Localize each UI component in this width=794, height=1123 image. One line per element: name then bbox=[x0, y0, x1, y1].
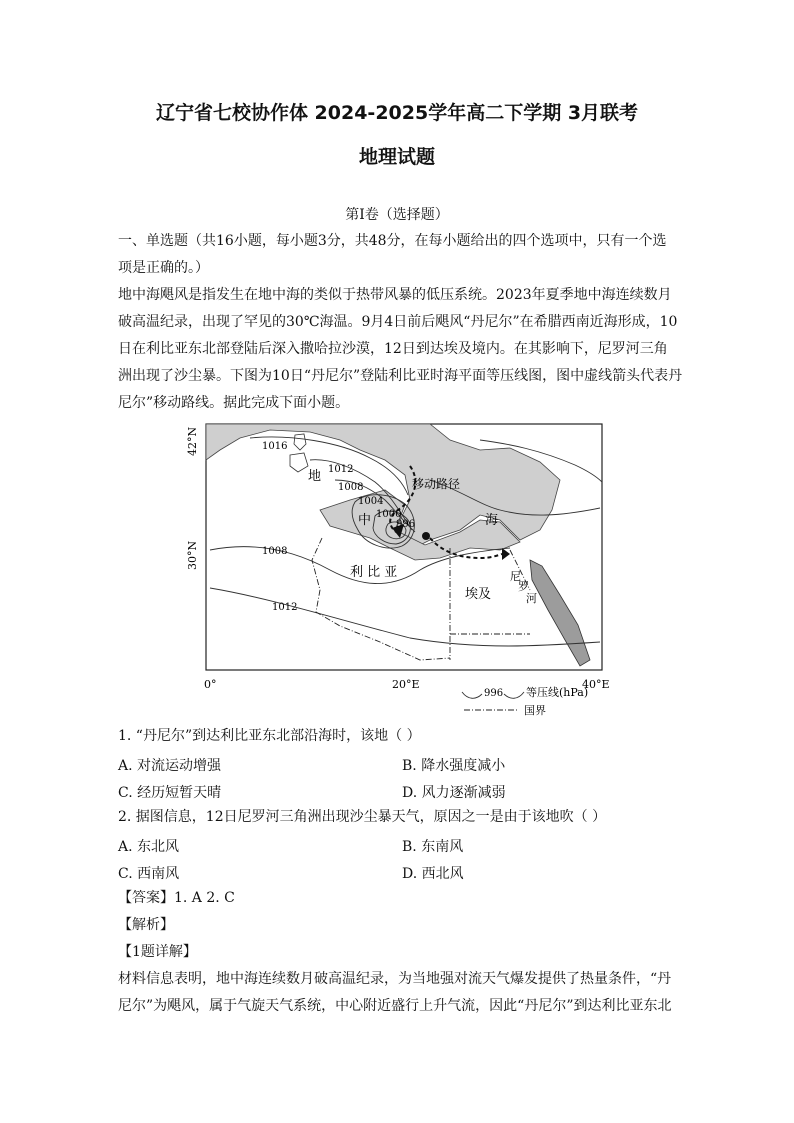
material-line: 尼尔”移动路线。据此完成下面小题。 bbox=[118, 395, 350, 411]
instruction-line: 一、单选题（共16小题，每小题3分，共48分，在每小题给出的四个选项中，只有一个选 bbox=[118, 233, 667, 249]
legend-isobar-value: 996 bbox=[484, 688, 504, 699]
question-2-stem: 2. 据图信息，12日尼罗河三角洲出现沙尘暴天气，原因之一是由于该地吹（ ） bbox=[118, 809, 607, 825]
isobar-map bbox=[180, 420, 620, 720]
detail-line: 材料信息表明，地中海连续数月破高温纪录，为当地强对流天气爆发提供了热量条件，“丹 bbox=[118, 971, 672, 987]
isobar-label: 996 bbox=[396, 519, 416, 530]
question-1-option-c[interactable]: C. 经历短暂天晴 bbox=[118, 785, 222, 801]
lon-label: 40°E bbox=[582, 678, 610, 691]
isobar-label: 1000 bbox=[376, 509, 402, 520]
legend-border-label: 国界 bbox=[524, 704, 546, 717]
lon-label: 0° bbox=[204, 678, 217, 691]
lat-label: 42°N bbox=[186, 426, 199, 456]
question-2-option-b[interactable]: B. 东南风 bbox=[402, 839, 464, 855]
detail-heading: 【1题详解】 bbox=[118, 944, 197, 960]
document-title: 辽宁省七校协作体 2024-2025学年高二下学期 3月联考 bbox=[155, 102, 639, 124]
place-label: 尼 bbox=[510, 570, 521, 583]
lon-label: 20°E bbox=[392, 678, 420, 691]
cyclone-center bbox=[422, 532, 430, 540]
material-line: 地中海飓风是指发生在地中海的类似于热带风暴的低压系统。2023年夏季地中海连续数月 bbox=[118, 287, 672, 303]
isobar-label: 1016 bbox=[262, 441, 288, 452]
place-label: 中 bbox=[358, 513, 372, 528]
place-label: 利 比 亚 bbox=[350, 565, 398, 580]
material-line: 破高温纪录，出现了罕见的30℃海温。9月4日前后飓风“丹尼尔”在希腊西南近海形成，10 bbox=[118, 314, 678, 330]
isobar-label: 1008 bbox=[338, 482, 364, 493]
place-label: 海 bbox=[485, 513, 499, 528]
question-1-option-a[interactable]: A. 对流运动增强 bbox=[118, 758, 222, 774]
answer-line: 【答案】1. A 2. C bbox=[118, 890, 235, 906]
place-label: 地 bbox=[308, 469, 322, 484]
detail-line: 尼尔”为飓风，属于气旋天气系统，中心附近盛行上升气流，因此“丹尼尔”到达利比亚东北 bbox=[118, 998, 672, 1014]
analysis-heading: 【解析】 bbox=[118, 917, 174, 933]
legend-isobar-symbol bbox=[462, 692, 482, 698]
material-line: 洲出现了沙尘暴。下图为10日“丹尼尔”登陆利比亚时海平面等压线图，图中虚线箭头代表丹 bbox=[118, 368, 683, 384]
place-label: 罗 bbox=[518, 580, 529, 593]
question-2-option-c[interactable]: C. 西南风 bbox=[118, 866, 180, 882]
place-label: 河 bbox=[526, 592, 537, 605]
question-1-option-d[interactable]: D. 风力逐渐减弱 bbox=[402, 785, 506, 801]
legend-isobar-label: 等压线(hPa) bbox=[526, 686, 589, 699]
question-2-option-a[interactable]: A. 东北风 bbox=[118, 839, 180, 855]
material-line: 日在利比亚东北部登陆后深入撒哈拉沙漠，12日到达埃及境内。在其影响下，尼罗河三角 bbox=[118, 341, 668, 357]
question-2-option-d[interactable]: D. 西北风 bbox=[402, 866, 464, 882]
route-label: 移动路径 bbox=[412, 477, 461, 491]
place-label: 埃及 bbox=[465, 587, 492, 602]
isobar-label: 1012 bbox=[328, 464, 354, 475]
isobar-label: 1004 bbox=[358, 496, 384, 507]
lat-label: 30°N bbox=[186, 540, 199, 570]
isobar-label: 1008 bbox=[262, 546, 288, 557]
isobar-label: 1012 bbox=[272, 602, 298, 613]
document-subtitle: 地理试题 bbox=[358, 146, 435, 168]
section-heading: 第Ⅰ卷（选择题） bbox=[345, 207, 449, 223]
instruction-line: 项是正确的。） bbox=[118, 260, 209, 276]
question-1-stem: 1. “丹尼尔”到达利比亚东北部沿海时，该地（ ） bbox=[118, 728, 421, 744]
question-1-option-b[interactable]: B. 降水强度减小 bbox=[402, 758, 506, 774]
legend-isobar-symbol-2 bbox=[504, 692, 524, 698]
